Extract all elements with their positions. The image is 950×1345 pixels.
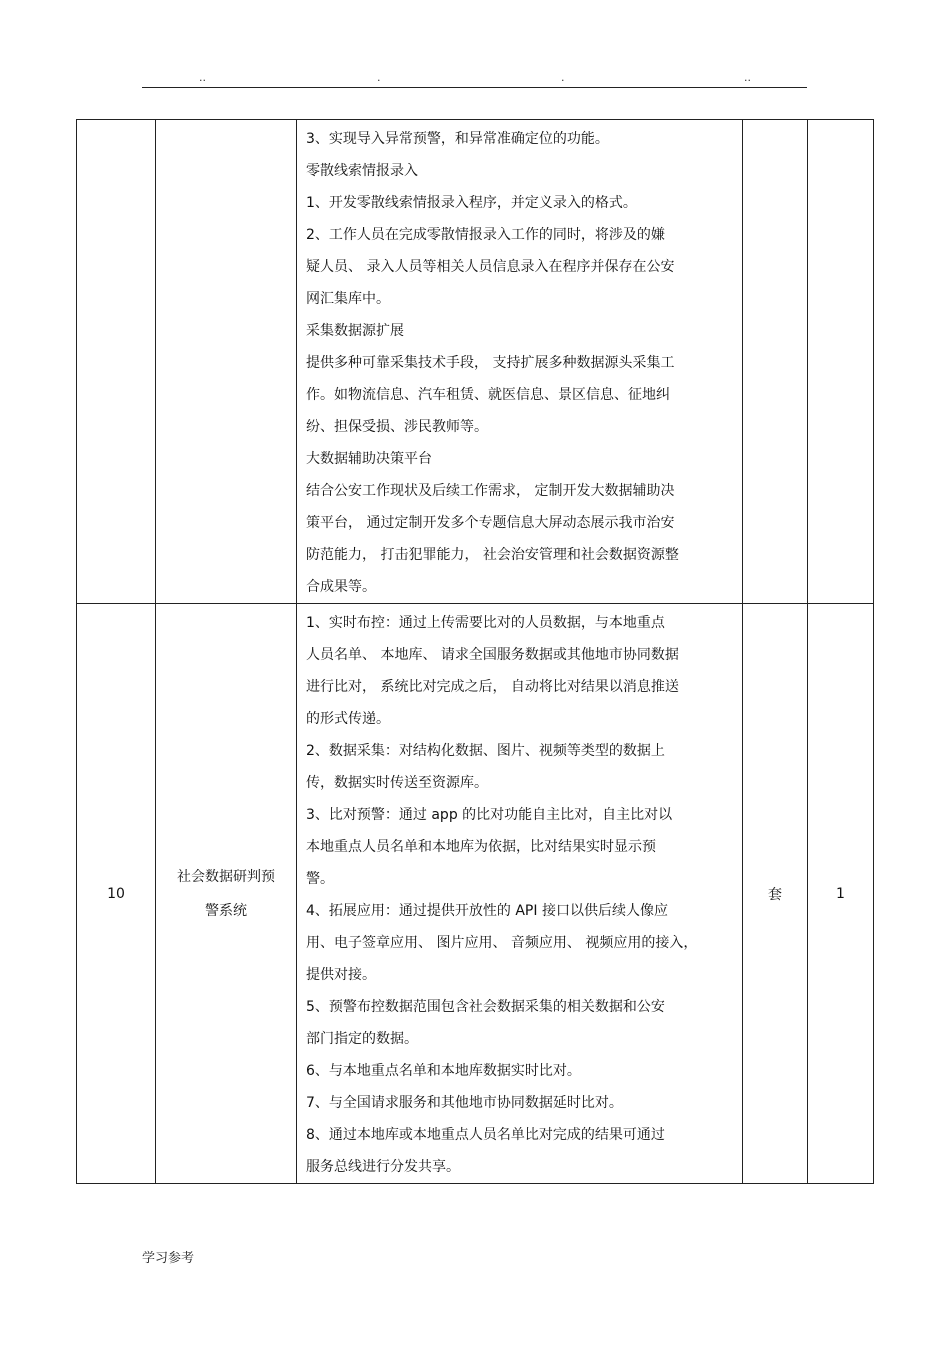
- description-line: 零散线索情报录入: [306, 163, 418, 179]
- footer-text: 学习参考: [142, 1251, 195, 1266]
- description-line: 8、通过本地库或本地重点人员名单比对完成的结果可通过: [306, 1127, 665, 1143]
- description-line: 网汇集库中。: [306, 291, 390, 307]
- description-line: 2、数据采集：对结构化数据、图片、视频等类型的数据上: [306, 743, 665, 759]
- description-line: 1、实时布控：通过上传需要比对的人员数据，与本地重点: [306, 615, 665, 631]
- description-line: 疑人员、 录入人员等相关人员信息录入在程序并保存在公安: [306, 259, 675, 275]
- description-line: 人员名单、 本地库、 请求全国服务数据或其他地市协同数据: [306, 647, 679, 663]
- system-name-cell: [156, 604, 297, 1184]
- header-mark-4: ..: [744, 71, 751, 84]
- system-name-cell: [156, 120, 297, 604]
- quantity-cell: [808, 120, 874, 604]
- system-name-line: 社会数据研判预: [177, 868, 275, 885]
- description-line: 提供对接。: [306, 967, 376, 983]
- spec-table: [76, 119, 874, 1184]
- unit-cell: 套: [743, 604, 808, 1184]
- quantity-cell: 1: [808, 604, 874, 1184]
- description-lines: [297, 120, 742, 603]
- description-cell: [297, 604, 743, 1184]
- description-line: 纷、担保受损、涉民教师等。: [306, 419, 488, 435]
- header-mark-2: .: [377, 71, 381, 84]
- unit-cell: [743, 120, 808, 604]
- header-mark-3: .: [561, 71, 565, 84]
- row-number-cell: 10: [77, 604, 156, 1184]
- description-line: 部门指定的数据。: [306, 1031, 418, 1047]
- description-line: 6、与本地重点名单和本地库数据实时比对。: [306, 1063, 581, 1079]
- header-mark-1: ..: [199, 71, 206, 84]
- page-header-marks: [142, 72, 807, 88]
- description-line: 防范能力， 打击犯罪能力， 社会治安管理和社会数据资源整: [306, 547, 679, 563]
- description-line: 大数据辅助决策平台: [306, 451, 432, 467]
- description-cell: [297, 120, 743, 604]
- description-line: 结合公安工作现状及后续工作需求， 定制开发大数据辅助决: [306, 483, 675, 499]
- description-lines: [297, 604, 742, 1183]
- description-line: 本地重点人员名单和本地库为依据，比对结果实时显示预: [306, 839, 656, 855]
- description-line: 进行比对， 系统比对完成之后， 自动将比对结果以消息推送: [306, 679, 679, 695]
- description-line: 2、工作人员在完成零散情报录入工作的同时，将涉及的嫌: [306, 227, 665, 243]
- header-rule: [142, 87, 807, 88]
- table-row: [77, 604, 874, 1184]
- description-line: 7、与全国请求服务和其他地市协同数据延时比对。: [306, 1095, 623, 1111]
- system-name-line: 警系统: [205, 902, 247, 919]
- description-line: 合成果等。: [306, 579, 376, 595]
- description-line: 传，数据实时传送至资源库。: [306, 775, 488, 791]
- description-line: 提供多种可靠采集技术手段， 支持扩展多种数据源头采集工: [306, 355, 675, 371]
- row-number-cell: [77, 120, 156, 604]
- description-line: 作。如物流信息、汽车租赁、就医信息、景区信息、征地纠: [306, 387, 670, 403]
- spec-table-body: [77, 120, 874, 1184]
- description-line: 4、拓展应用：通过提供开放性的 API 接口以供后续人像应: [306, 903, 668, 919]
- description-line: 策平台， 通过定制开发多个专题信息大屏动态展示我市治安: [306, 515, 675, 531]
- description-line: 3、实现导入异常预警，和异常准确定位的功能。: [306, 131, 609, 147]
- description-line: 5、预警布控数据范围包含社会数据采集的相关数据和公安: [306, 999, 665, 1015]
- description-line: 警。: [306, 871, 334, 887]
- description-line: 采集数据源扩展: [306, 323, 404, 339]
- description-line: 3、比对预警：通过 app 的比对功能自主比对，自主比对以: [306, 807, 673, 823]
- table-row: [77, 120, 874, 604]
- description-line: 1、开发零散线索情报录入程序，并定义录入的格式。: [306, 195, 637, 211]
- description-line: 服务总线进行分发共享。: [306, 1159, 460, 1175]
- description-line: 用、电子签章应用、 图片应用、 音频应用、 视频应用的接入，: [306, 935, 698, 951]
- description-line: 的形式传递。: [306, 711, 390, 727]
